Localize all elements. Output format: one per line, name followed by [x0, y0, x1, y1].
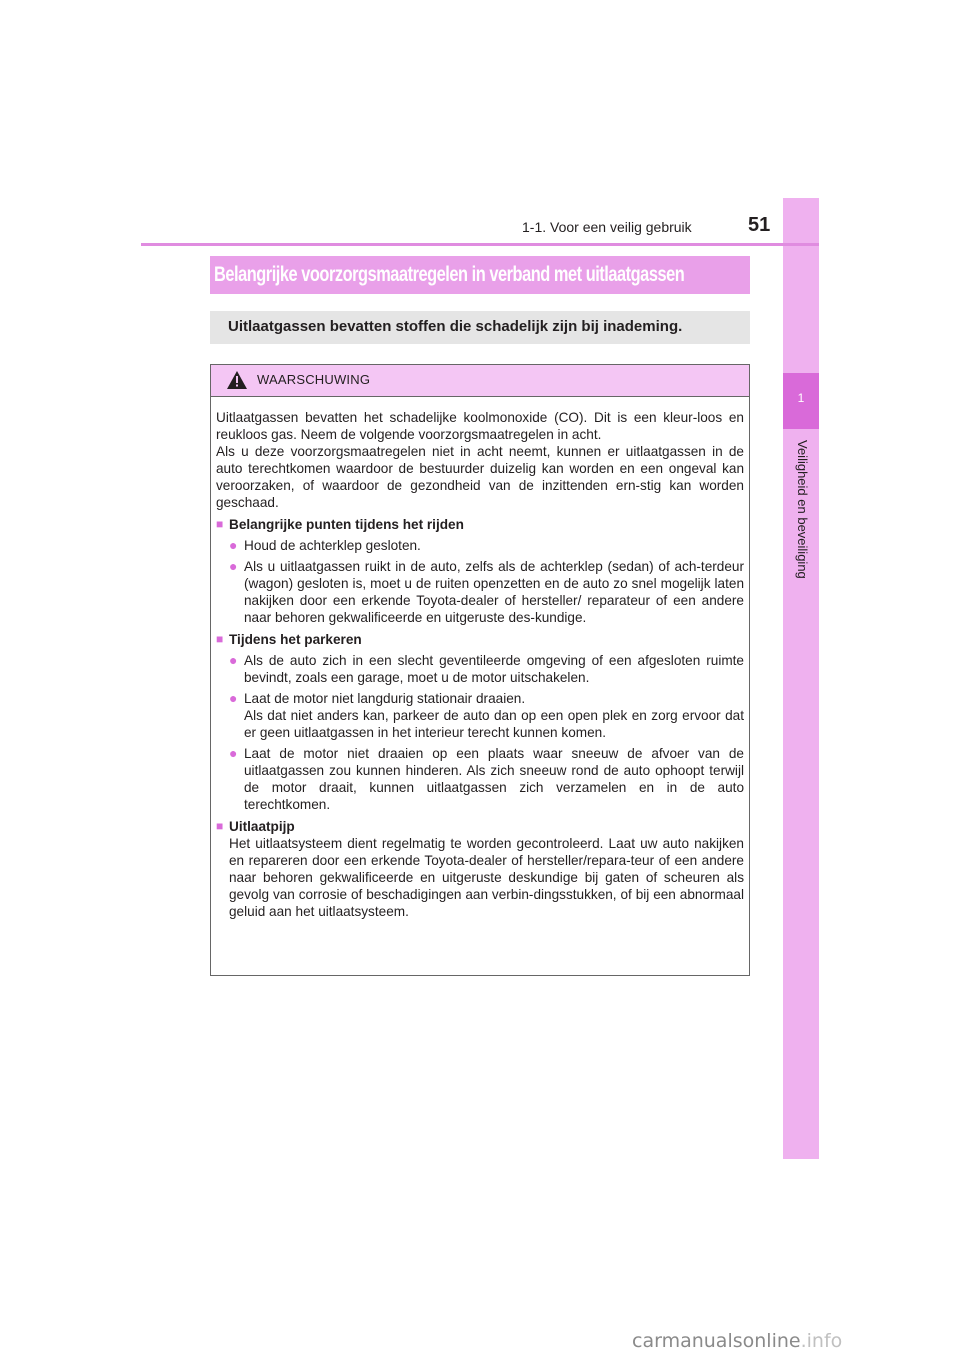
warning-header: [211, 365, 749, 397]
dot-bullet-icon: ●: [229, 537, 238, 553]
section-title: Belangrijke voorzorgsmaatregelen in verband met uitlaatgassen: [214, 263, 685, 286]
warning-intro-2: Als u deze voorzorgsmaatregelen niet in acht neemt, kunnen er uitlaatgassen in de auto terechtkomen waardoor de bestuurder duizelig kan worden en een ongeval kan veroorzaken, of waardoor de gezondheid van de inzittenden ern-stig kan worden geschaad.: [216, 444, 744, 510]
warning-intro-1: Uitlaatgassen bevatten het schadelijke koolmonoxide (CO). Dit is een kleur-loos en reukloos gas. Neem de volgende voorzorgsmaatregelen in acht.: [216, 410, 744, 442]
list-item: ● Laat de motor niet draaien op een plaats waar sneeuw de afvoer van de uitlaatgassen zou kunnen hinderen. Als zich sneeuw rond de auto ophoopt terwijl de motor draait, kunnen uitlaatgassen zich verzamelen en in de auto terechtkomen.: [229, 745, 744, 812]
watermark-part-1: carmanualsonline: [632, 1330, 801, 1352]
list-item: ● Houd de achterklep gesloten.: [229, 537, 421, 553]
warning-label: WAARSCHUWING: [257, 372, 371, 387]
subheading-exhaust-pipe: ■ Uitlaatpijp: [216, 819, 295, 834]
square-bullet-icon: ■: [216, 632, 224, 646]
watermark: [632, 1330, 952, 1352]
dot-bullet-icon: ●: [229, 558, 238, 574]
list-item-line: Laat de motor niet langdurig stationair draaien.: [244, 691, 526, 706]
chapter-title: Veiligheid en beveiliging: [795, 440, 810, 579]
dot-bullet-icon: ●: [229, 745, 238, 761]
square-bullet-icon: ■: [216, 517, 224, 531]
warning-box: [210, 364, 750, 976]
running-head: 1-1. Voor een veilig gebruik: [522, 219, 692, 235]
list-item: ● Als de auto zich in een slecht geventileerde omgeving of een afgesloten ruimte bevindt, zoals een garage, moet u de motor uitschakelen.: [229, 652, 744, 685]
list-item: ● Als u uitlaatgassen ruikt in de auto, zelfs als de achterklep (sedan) of ach-terdeur (wagon) gesloten is, moet u de ruiten openzetten en de auto zo snel mogelijk laten nakijken door een erkende Toyota-dealer of hersteller/ reparateur of een andere naar behoren gekwalificeerde en uitgeruste des-kundige.: [229, 558, 744, 625]
header-rule: [141, 243, 819, 246]
dot-bullet-icon: ●: [229, 652, 238, 668]
side-tab: [783, 198, 819, 1159]
list-item: [216, 690, 744, 741]
exhaust-pipe-text: Het uitlaatsysteem dient regelmatig te worden gecontroleerd. Laat uw auto nakijken en repareren door een erkende Toyota-dealer of hersteller/repara-teur of een andere naar behoren gekwalificeerde en uitgeruste deskundige bij gaten of scheuren als gevolg van corrosie of beschadigingen aan verbin-dingsstukken, of bij een abnormaal geluid aan het uitlaatsysteem.: [229, 836, 744, 919]
svg-text:carmanualsonline.info: [632, 1330, 842, 1352]
warning-triangle-icon: [227, 371, 247, 389]
warning-body: [216, 409, 744, 920]
watermark-part-2: .info: [800, 1330, 843, 1352]
dot-bullet-icon: ●: [229, 690, 238, 706]
subheading-parking: ■ Tijdens het parkeren: [216, 632, 362, 647]
summary-text: Uitlaatgassen bevatten stoffen die schadelijk zijn bij inademing.: [228, 318, 683, 335]
list-item-continuation: Als dat niet anders kan, parkeer de auto dan op een open plek en zorg ervoor dat er geen uitlaatgassen in het interieur terecht kunnen komen.: [244, 708, 744, 740]
square-bullet-icon: ■: [216, 819, 224, 833]
chapter-number: 1: [783, 373, 819, 429]
subheading-driving: ■ Belangrijke punten tijdens het rijden: [216, 517, 464, 532]
page-number: 51: [748, 214, 771, 236]
